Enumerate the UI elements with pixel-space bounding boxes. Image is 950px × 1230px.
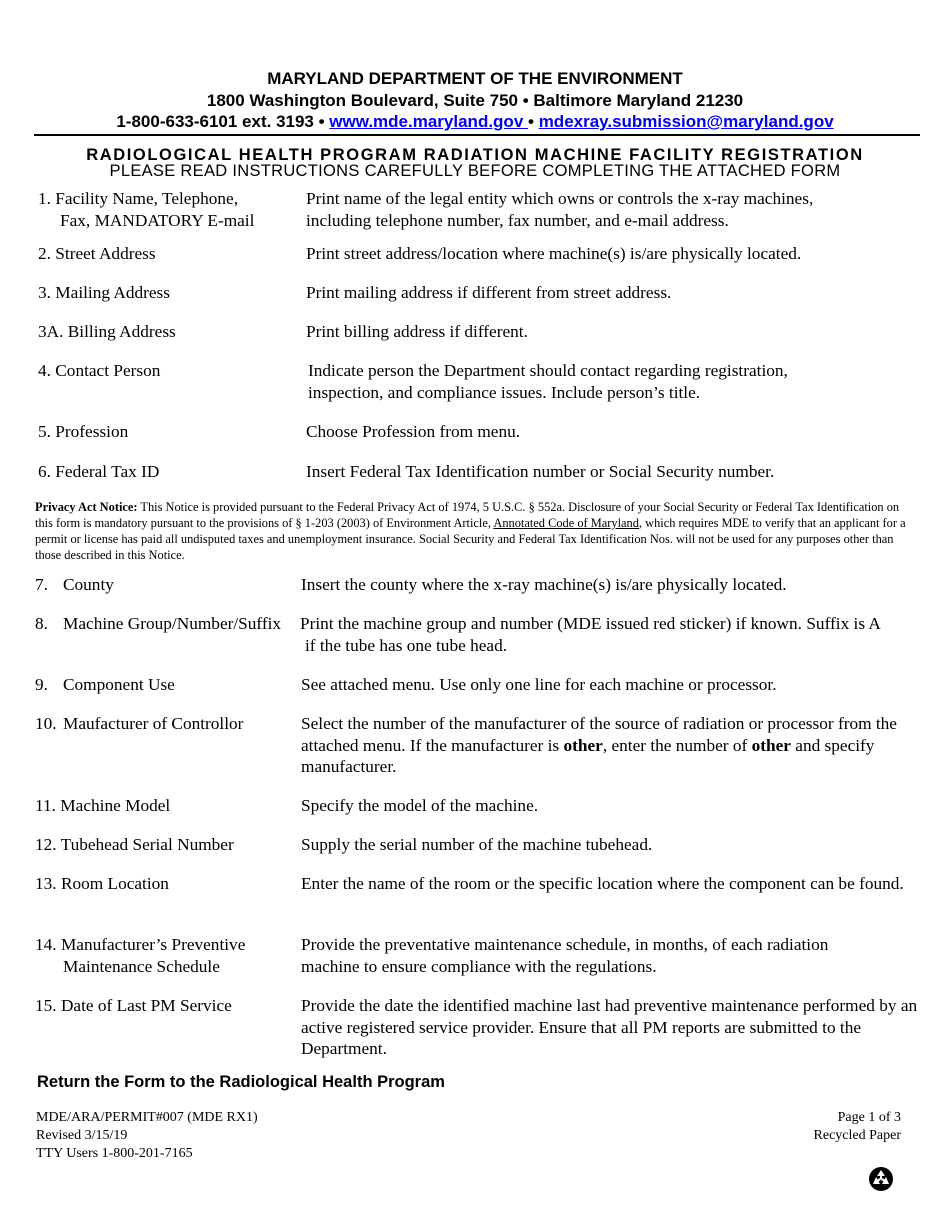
desc-text: Select the number of the manufacturer of the source of radiation or processor from the attached menu. If the manufacturer is [301,714,897,755]
item-description: Provide the preventative maintenance schedule, in months, of each radiation machine to ensure compliance with the regulations. [301,935,829,976]
desc-emphasis: other [751,735,791,755]
item-description: if the tube has one tube head. [305,636,508,655]
return-instruction: Return the Form to the Radiological Health Program [37,1073,445,1091]
item-number: 9. [35,675,48,694]
item-label: Component Use [63,675,175,694]
separator: • [528,112,539,131]
item-description: Provide the date the identified machine last had preventive maintenance performed by an active registered service provider. Ensure that all PM reports are submitted to the Department. [301,996,918,1058]
item-label: County [63,575,114,594]
item-number: 8. [35,614,48,633]
contact-line [0,111,950,133]
item-label: 2. Street Address [38,244,156,263]
item-label: Maufacturer of Controllor [63,714,244,733]
page-title: RADIOLOGICAL HEALTH PROGRAM RADIATION MACHINE FACILITY REGISTRATION [86,146,864,164]
org-name: MARYLAND DEPARTMENT OF THE ENVIRONMENT [267,69,683,88]
item-description: Print name of the legal entity which owns or controls the x-ray machines, including telephone number, fax number, and e-mail address. [306,189,814,230]
page-number: Page 1 of 3 [837,1110,901,1125]
privacy-text: This Notice is provided pursuant to the Federal Privacy Act of 1974, 5 U.S.C. § 552a. Disclosure of your Social Security or Federal Tax Identification on this form is mandatory pursuant to the provisions of § 1-203 (2003) of Environment Article, [35,500,900,530]
email-link[interactable]: mdexray.submission@maryland.gov [538,112,834,131]
item-label: 3A. Billing Address [38,322,176,341]
phone-number: 1-800-633-6101 ext. 3193 [116,112,314,131]
separator: • [313,112,330,131]
item-description: Insert the county where the x-ray machine(s) is/are physically located. [301,575,787,594]
form-id: MDE/ARA/PERMIT#007 (MDE RX1) [36,1110,258,1125]
letterhead [0,68,950,133]
tty-number: TTY Users 1-800-201-7165 [36,1146,193,1161]
item-label: 6. Federal Tax ID [38,462,160,481]
item-label: 3. Mailing Address [38,283,171,302]
item-description: Supply the serial number of the machine tubehead. [301,835,653,854]
item-number: 15. [35,996,57,1015]
revision-date: Revised 3/15/19 [36,1128,128,1143]
item-description: Insert Federal Tax Identification number or Social Security number. [306,462,775,481]
item-label: 5. Profession [38,422,129,441]
item-description: Choose Profession from menu. [306,422,521,441]
recycle-icon [868,1166,894,1192]
item-label: 1. Facility Name, Telephone, [38,189,239,208]
footer-left [36,1109,258,1163]
item-number: 7. [35,575,48,594]
item-description: Print the machine group and number (MDE issued red sticker) if known. Suffix is A [300,614,881,633]
item-label: 4. Contact Person [38,361,161,380]
page-subtitle: PLEASE READ INSTRUCTIONS CAREFULLY BEFORE COMPLETING THE ATTACHED FORM [109,162,841,180]
item-label: Maintenance Schedule [63,957,220,976]
recycled-paper-note: Recycled Paper [813,1128,901,1143]
item-description: Print mailing address if different from street address. [306,283,672,302]
item-label: Fax, MANDATORY E-mail [60,211,255,230]
item-number: 13. [35,874,57,893]
item-label: 13. Room Location [35,874,169,893]
item-description: Indicate person the Department should contact regarding registration, inspection, and compliance issues. Include person’s title. [308,361,788,402]
privacy-citation: Annotated Code of Maryland [493,516,639,530]
item-label: 15. Date of Last PM Service [35,996,232,1015]
item-number: 11. [35,796,56,815]
website-link[interactable]: www.mde.maryland.gov [329,112,528,131]
item-description: Print street address/location where machine(s) is/are physically located. [306,244,802,263]
desc-emphasis: other [563,735,603,755]
desc-text: and specify manufacturer. [301,735,875,776]
privacy-text: , which requires MDE to verify that an applicant for a permit or license has paid all undisputed taxes and unemployment insurance. Social Security and Federal Tax Identification Nos. will not be used for any purposes other than those described in this Notice. [35,516,906,562]
item-description: See attached menu. Use only one line for each machine or processor. [301,675,777,694]
item-label: 11. Machine Model [35,796,171,815]
org-address: 1800 Washington Boulevard, Suite 750 • Baltimore Maryland 21230 [206,90,744,110]
header-rule [34,134,920,136]
item-number: 10. [35,714,57,733]
item-number: 14. [35,935,57,954]
item-number: 12. [35,835,57,854]
footer-right [814,1109,901,1145]
item-label: 12. Tubehead Serial Number [35,835,234,854]
item-description: Print billing address if different. [306,322,528,341]
privacy-heading: Privacy Act Notice: [35,500,138,514]
desc-text: , enter the number of [602,735,752,755]
item-label: Machine Group/Number/Suffix [63,614,282,633]
item-label: 14. Manufacturer’s Preventive [35,935,246,954]
item-description: Enter the name of the room or the specific location where the component can be found. [301,874,904,893]
item-description: Specify the model of the machine. [301,796,539,815]
privacy-act-notice [35,499,915,563]
item-description [301,713,929,778]
